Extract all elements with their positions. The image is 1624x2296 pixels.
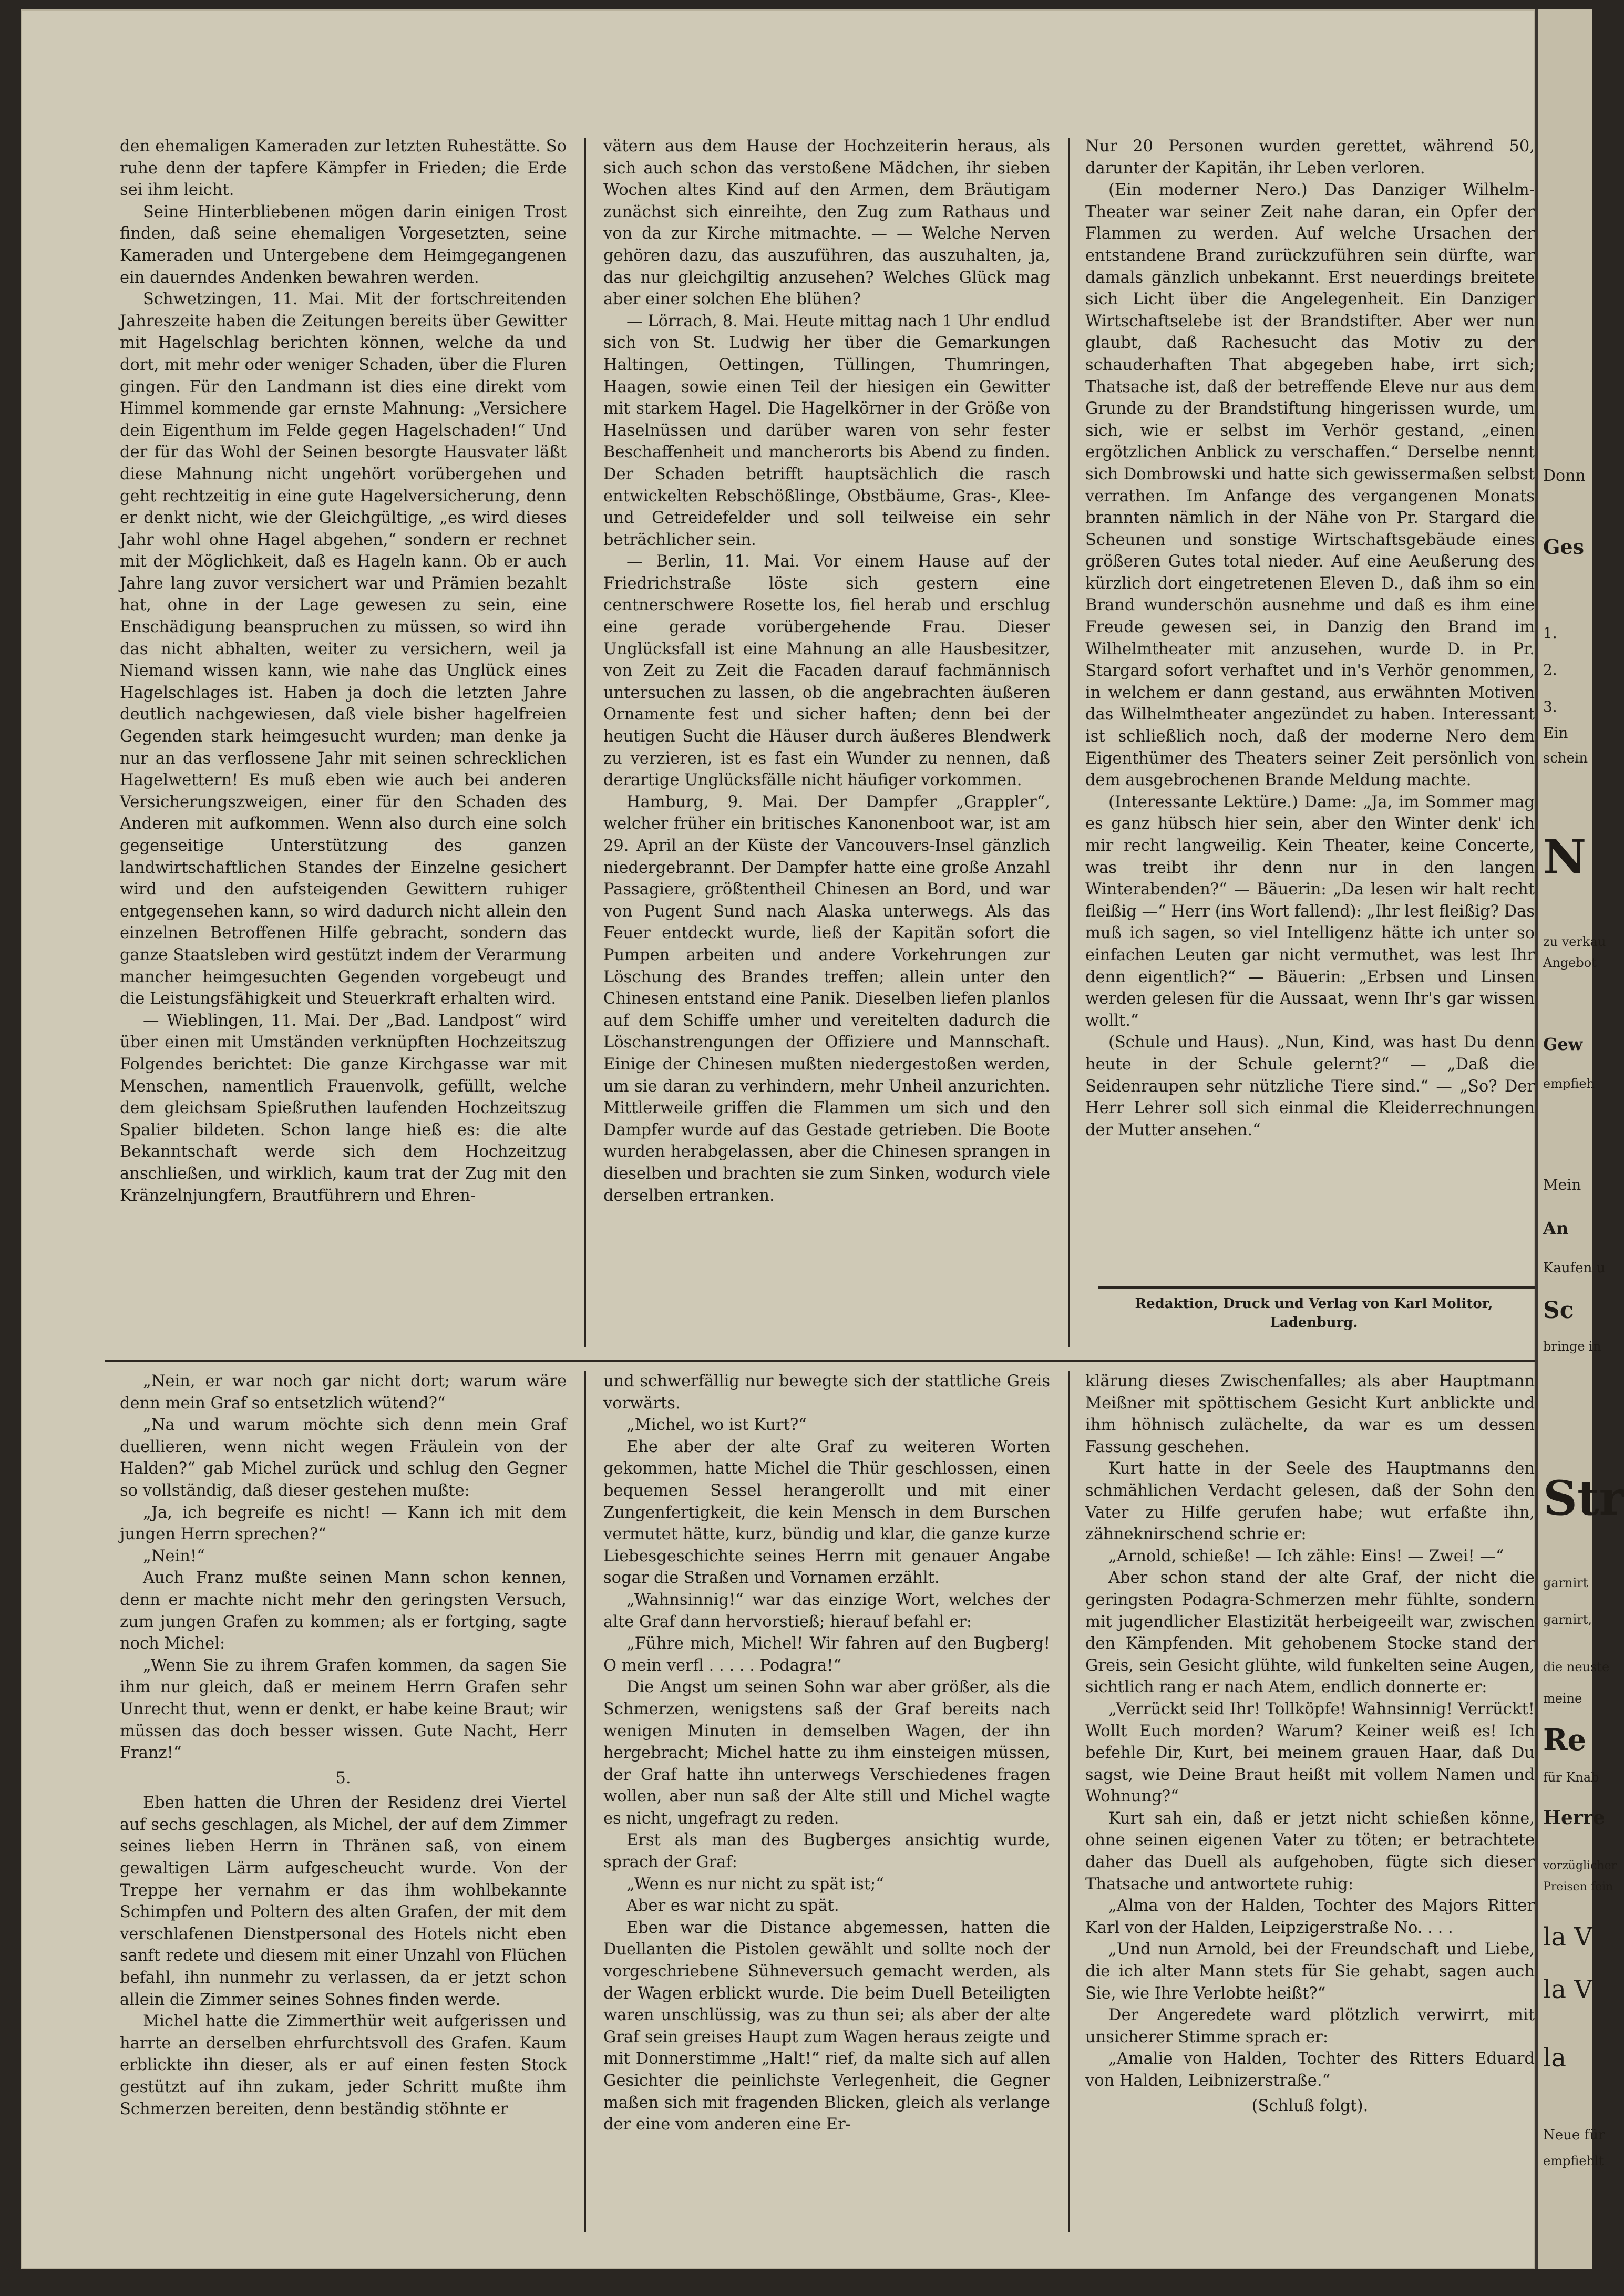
story-paragraph: Eben hatten die Uhren der Residenz drei Viertel auf sechs geschlagen, als Michel, der auf dem Zimmer seines lieben Herrn in Thränen saß, von einem gewaltigen Lärm aufgescheucht wurde. Von der Treppe her vernahm er das ihm wohlbekannte Schimpfen und Poltern des alten Grafen, der mit dem verschlafenen Dienstpersonal des Hotels nicht eben sanft redete und diesem mit einer Unzahl von Flüchen befahl, ihn nunmehr zu verlassen, da er jetzt schon allein die Zimmer seines Sohnes finden werde. xyxy=(120,1794,567,2009)
edge-fragment: An xyxy=(1543,1218,1569,1238)
article-loerrach: — Lörrach, 8. Mai. Heute mittag nach 1 Uhr endlud sich von St. Ludwig her über die Gemarkungen Haltingen, Oettingen, Tüllingen, Thumringen, Haagen, sowie einen Teil der hiesigen ein Gewitter mit starkem Hagel. Die Hagelkörner in der Größe von Haselnüssen und darüber waren von sehr fester Beschaffenheit und mancherorts bis Abend zu finden. Der Schaden betrifft hauptsächlich die rasch entwickelten Rebschößlinge, Obstbäume, Gras-, Klee- und Getreidefelder und soll teilweise ein sehr beträchlicher sein. xyxy=(603,312,1050,549)
story-paragraph: Kurt sah ein, daß er jetzt nicht schießen könne, ohne seinen eigenen Vater zu töten; er betrachtete daher das Duell als aufgehoben, fügte sich dieser Thatsache und antwortete ruhig: xyxy=(1085,1809,1535,1893)
edge-fragment: 3. xyxy=(1543,698,1557,715)
article-interessante-lektuere: (Interessante Lektüre.) Dame: „Ja, im Sommer mag es ganz hübsch hier sein, aber den Winter denk' ich mir recht langweilig. Kein Theater, keine Concerte, was treibt ihr denn nur in den langen Winterabenden?“ — Bäuerin: „Da lesen wir halt recht fleißig —“ Herr (ins Wort fallend): „Ihr lest fleißig? Das muß ich sagen, so viel Intelligenz hätte ich unter so einfachen Leuten gar nicht vermuthet, was lest Ihr denn eigentlich?“ — Bäuerin: „Erbsen und Linsen werden gelesen für die Aussaat, wenn Ihr's gar wissen wollt.“ xyxy=(1085,792,1535,1030)
article-schule-und-haus: (Schule und Haus). „Nun, Kind, was hast Du denn heute in der Schule gelernt?“ — „Daß die Seidenraupen sehr nützliche Tiere sind.“ — „So? Der Herr Lehrer soll sich einmal die Kleiderrechnungen der Mutter ansehen.“ xyxy=(1085,1033,1535,1139)
article-schwetzingen: Schwetzingen, 11. Mai. Mit der fortschreitenden Jahreszeite haben die Zeitungen bereits über Gewitter mit Hagelschlag berichten können, welche da und dort, mit mehr oder weniger Schaden, über die Fluren gingen. Für den Landmann ist dies eine direkt vom Himmel kommende gar ernste Mahnung: „Versichere dein Eigenthum im Felde gegen Hagelschaden!“ Und der für das Wohl der Seinen besorgte Hausvater läßt diese Mahnung nicht ungehört vorübergehen und geht rechtzeitig in eine gute Hagelversicherung, denn er denkt nicht, wie der Gleichgültige, „es wird dieses Jahr wohl ohne Hagel abgehen,“ sondern er rechnet mit der Möglichkeit, daß es Hageln kann. Ob er auch Jahre lang zuvor versichert war und Prämien bezahlt hat, ohne in der Lage gewesen zu sein, eine Enschädigung beanspruchen zu müssen, so wird ihn das nicht abhalten, weiter zu versichern, weil ja Niemand wissen kann, wie nahe das Unglück eines Hagelschlages ist. Haben ja doch die letzten Jahre deutlich nachgewiesen, daß viele bisher hagelfreien Gegenden stark heimgesucht wurden; man denke ja nur an das verflossene Jahr mit seinen schrecklichen Hagelwettern! Es muß eben wie auch bei anderen Versicherungszweigen, einer für den Schaden des Anderen mit aufkommen. Wenn also durch eine solch gegenseitige Unterstützung des ganzen landwirtschaftlichen Standes der Einzelne gesichert wird und den aufsteigenden Gewittern ruhiger entgegensehen kann, so wird dadurch nicht allein den einzelnen Betroffenen Hilfe gebracht, sondern das ganze Staatsleben wird gestützt indem der Verarmung mancher heimgesuchten Gegenden vorgebeugt und die Leistungsfähigkeit und Steuerkraft erhalten wird. xyxy=(120,290,567,1008)
story-paragraph: klärung dieses Zwischenfalles; als aber Hauptmann Meißner mit spöttischem Gesicht Kurt anblickte und ihm höhnisch zulächelte, da war es um dessen Fassung geschehen. xyxy=(1085,1372,1535,1456)
edge-fragment: Kaufen u xyxy=(1543,1260,1606,1276)
story-paragraph: „Na und warum möchte sich denn mein Graf duellieren, wenn nicht wegen Fräulein von der Halden?“ gab Michel zurück und schlug den Gegner so vollständig, daß dieser gestehen mußte: xyxy=(120,1416,567,1500)
edge-fragment: garnirt, xyxy=(1543,1612,1592,1627)
story-paragraph: Michel hatte die Zimmerthür weit aufgerissen und harrte an derselben ehrfurchtsvoll des Grafen. Kaum erblickte ihn dieser, als er auf einen festen Stock gestützt auf ihn zukam, jeder Schritt mußte ihm Schmerzen bereiten, denn beständig stöhnte er xyxy=(120,2012,567,2118)
edge-fragment: empfieh xyxy=(1543,1076,1595,1091)
story-paragraph: und schwerfällig nur bewegte sich der stattliche Greis vorwärts. xyxy=(603,1372,1050,1413)
story-paragraph: „Wenn Sie zu ihrem Grafen kommen, da sagen Sie ihm nur gleich, daß er meinem Herrn Grafen sehr Unrecht thut, wenn er denkt, er habe keine Braut; wir müssen das doch besser wissen. Gute Nacht, Herr Franz!“ xyxy=(120,1656,567,1763)
edge-fragment: 1. xyxy=(1543,624,1557,642)
edge-fragment: die neuste xyxy=(1543,1660,1610,1674)
story-paragraph: „Und nun Arnold, bei der Freundschaft und Liebe, die ich alter Mann stets für Sie gehabt, sagen auch Sie, wie Ihre Verlobte heißt?“ xyxy=(1085,1940,1535,2003)
story-paragraph: „Verrückt seid Ihr! Tollköpfe! Wahnsinnig! Verrückt! Wollt Euch morden? Warum? Keiner weiß es! Ich befehle Dir, Kurt, bei meinem grauen Haar, daß Du sagst, wie Deine Braut heißt mit vollem Namen und Wohnung?“ xyxy=(1085,1700,1535,1806)
article-moderner-nero: (Ein moderner Nero.) Das Danziger Wilhelm-Theater war seiner Zeit nahe daran, ein Opfer der Flammen zu werden. Auf welche Ursachen der entstandene Brand zurückzuführen sein dürfte, war damals gänzlich unbekannt. Erst neuerdings breitete sich Licht über die Angelegenheit. Ein Danziger Wirtschaftselebe ist der Brandstifter. Aber wer nun glaubt, daß Rachesucht das Motiv zu der schauderhaften That abgegeben habe, irrt sich; Thatsache ist, daß der betreffende Eleve nur aus dem Grunde zu der Brandstiftung hingerissen wurde, um sich, wie er selbst im Verhör gestand, „einen ergötzlichen Anblick zu verschaffen.“ Derselbe nennt sich Dombrowski und hatte sich gewissermaßen selbst verrathen. Im Anfange des vergangenen Monats brannten nämlich in der Nähe von Pr. Stargard die Scheunen und sonstige Wirtschaftsgebäude eines größeren Gutes total nieder. Auf eine Aeußerung des kürzlich dort eingetretenen Eleven D., daß ihm so ein Brand wunderschön ausnehme und daß es ihm eine Freude gewesen sei, in Danzig den Brand im Wilhelmtheater mit anzusehen, wurde D. in Pr. Stargard sofort verhaftet und in's Verhör genommen, in welchem er dann gestand, aus erwähnten Motiven das Wilhelmtheater angezündet zu haben. Interessant ist schließlich noch, daß der moderne Nero dem Eigenthümer des Theaters seiner Zeit persönlich von dem ausgebrochenen Brande Meldung machte. xyxy=(1085,181,1535,790)
edge-fragment: la V xyxy=(1543,1922,1592,1952)
story-paragraph: Aber es war nicht zu spät. xyxy=(626,1897,839,1916)
edge-fragment: Donn xyxy=(1543,467,1586,485)
story-paragraph: Der Angeredete ward plötzlich verwirrt, mit unsicherer Stimme sprach er: xyxy=(1085,2006,1535,2046)
story-paragraph: Auch Franz mußte seinen Mann schon kennen, denn er machte nicht mehr den geringsten Versuch, zum jungen Grafen zu kommen; als er fortging, sagte noch Michel: xyxy=(120,1569,567,1653)
upper-column-1 xyxy=(120,136,567,1307)
story-paragraph: „Alma von der Halden, Tochter des Majors Ritter Karl von der Halden, Leipzigerstraße No. . . . xyxy=(1085,1897,1535,1937)
column-rule xyxy=(1068,1371,1070,2232)
edge-fragment: Ges xyxy=(1543,535,1585,559)
section-rule xyxy=(105,1360,1535,1362)
article-wieblingen: — Wieblingen, 11. Mai. Der „Bad. Landpost“ wird über einen mit Umständen verknüpften Hochzeitszug Folgendes berichtet: Die ganze Kirchgasse war mit Menschen, namentlich Frauenvolk, gefüllt, welche dem gleichsam Spießruthen laufenden Hochzeitszug Spalier bildeten. Schon lange hieß es: die alte Bekanntschaft werde sich dem Hochzeitzug anschließen, und wirklich, kaum trat der Zug mit den Kränzelnjungfern, Brautführern und Ehren- xyxy=(120,1011,567,1205)
edge-fragment: Herre xyxy=(1543,1807,1605,1829)
edge-fragment: Neue für xyxy=(1543,2127,1605,2143)
chapter-number: 5. xyxy=(335,1768,351,1787)
newspaper-page xyxy=(21,9,1535,2269)
story-paragraph: „Wahnsinnig!“ war das einzige Wort, welches der alte Graf dann hervorstieß; hierauf befahl er: xyxy=(603,1590,1050,1631)
imprint-line-1: Redaktion, Druck und Verlag von Karl Molitor, xyxy=(1135,1296,1493,1312)
edge-fragment: Str xyxy=(1543,1470,1624,1526)
story-paragraph: „Wenn es nur nicht zu spät ist;“ xyxy=(626,1875,884,1893)
edge-fragment: zu verkau xyxy=(1543,934,1606,949)
edge-fragment: la xyxy=(1543,2043,1566,2073)
article-hamburg: Hamburg, 9. Mai. Der Dampfer „Grappler“, welcher früher ein britisches Kanonenboot war, ist am 29. April an der Küste der Vancouvers-Insel gänzlich niedergebrannt. Der Dampfer hatte eine große Anzahl Passagiere, größtentheil Chinesen an Bord, und war von Pugent Sund nach Alaska unterwegs. Als das Feuer entdeckt wurde, ließ der Kapitän sofort die Pumpen arbeiten und andere Vorkehrungen zur Löschung des Brandes treffen; allein unter den Chinesen entstand eine Panik. Dieselben liefen planlos auf dem Schiffe umher und vereitelten dadurch die Löschanstrengungen der Offiziere und Mannschaft. Einige der Chinesen mußten niedergestoßen werden, um sie daran zu verhindern, mehr Unheil anzurichten. Mittlerweile griffen die Flammen um sich und den Dampfer wurde auf das Gestade getrieben. Die Boote wurden herabgelassen, aber die Chinesen sprangen in dieselben und brachten sie zum Sinken, wodurch viele derselben ertranken. xyxy=(603,792,1050,1205)
edge-fragment: vorzüglicher xyxy=(1543,1859,1617,1872)
story-paragraph: „Führe mich, Michel! Wir fahren auf den Bugberg! O mein verfl . . . . . Podagra!“ xyxy=(603,1634,1050,1675)
lower-column-2 xyxy=(603,1371,1050,2232)
upper-column-3 xyxy=(1085,136,1535,1260)
story-paragraph: „Ja, ich begreife es nicht! — Kann ich mit dem jungen Herrn sprechen?“ xyxy=(120,1503,567,1544)
adjacent-page-edge xyxy=(1535,9,1624,2269)
story-paragraph: Ehe aber der alte Graf zu weiteren Worten gekommen, hatte Michel die Thür geschlossen, einen bequemen Sessel herangerollt und mit einer Zungenfertigkeit, die kein Mensch in dem Burschen vermutet hätte, kurz, bündig und klar, die ganze kurze Liebesgeschichte seines Herrn mit genauer Angabe sogar die Straßen und Vornamen erzählt. xyxy=(603,1437,1050,1588)
story-paragraph: Eben war die Distance abgemessen, hatten die Duellanten die Pistolen gewählt und sollte noch der vorgeschriebene Sühneversuch gemacht werden, als der Wagen erblickt wurde. Die beim Duell Beteiligten waren unschlüssig, was zu thun sei; als aber der alte Graf sein greises Haupt zum Wagen heraus zeigte und mit Donnerstimme „Halt!“ rief, da malte sich auf allen Gesichter die peinlichste Verlegenheit, die Gegner maßen sich mit fragenden Blicken, gleich als verlange der eine vom anderen eine Er- xyxy=(603,1918,1050,2134)
lower-column-1 xyxy=(120,1371,567,2232)
edge-fragment: Ein xyxy=(1543,724,1568,742)
edge-fragment: Mein xyxy=(1543,1176,1581,1193)
story-paragraph: „Arnold, schieße! — Ich zähle: Eins! — Zwei! —“ xyxy=(1108,1547,1504,1566)
paragraph: vätern aus dem Hause der Hochzeiterin heraus, als sich auch schon das verstoßene Mädchen, ihr sieben Wochen altes Kind auf den Armen, dem Bräutigam zunächst sich einreihte, den Zug zum Rathaus und von da zur Kirche mitmachte. — — Welche Nerven gehören dazu, das auszuführen, das auszuhalten, ja, das nur gleichgiltig anzusehen? Welches Glück mag aber einer solchen Ehe blühen? xyxy=(603,137,1050,309)
edge-fragment: Preisen fein xyxy=(1543,1880,1613,1893)
paragraph: Seine Hinterbliebenen mögen darin einigen Trost finden, daß seine ehemaligen Vorgesetzten, seine Kameraden und Untergebene dem Heimgegangenen ein dauerndes Andenken bewahren werden. xyxy=(120,202,567,287)
edge-fragment: Angebot xyxy=(1543,955,1597,970)
edge-fragment: Gew xyxy=(1543,1034,1583,1054)
edge-fragment: Re xyxy=(1543,1723,1587,1757)
story-paragraph: Die Angst um seinen Sohn war aber größer, als die Schmerzen, wenigstens saß der Graf bereits nach wenigen Minuten in demselben Wagen, der ihn hergebracht; Michel hatte zu ihm einsteigen müssen, der Graf hatte ihn unterwegs Verschiedenes fragen wollen, aber nun saß der Alte still und Michel wagte es nicht, ungefragt zu reden. xyxy=(603,1678,1050,1828)
story-paragraph: Erst als man des Bugberges ansichtig wurde, sprach der Graf: xyxy=(603,1831,1050,1872)
column-rule xyxy=(1068,138,1070,1347)
story-paragraph: „Michel, wo ist Kurt?“ xyxy=(626,1416,807,1435)
paragraph: Nur 20 Personen wurden gerettet, während 50, darunter der Kapitän, ihr Leben verloren. xyxy=(1085,137,1535,178)
edge-fragment: empfiehlt xyxy=(1543,2154,1604,2168)
paragraph: den ehemaligen Kameraden zur letzten Ruhestätte. So ruhe denn der tapfere Kämpfer in Frieden; die Erde sei ihm leicht. xyxy=(120,137,567,200)
column-rule xyxy=(584,1371,586,2232)
edge-fragment: la V xyxy=(1543,1975,1592,2004)
story-paragraph: „Amalie von Halden, Tochter des Ritters Eduard von Halden, Leibnizerstraße.“ xyxy=(1085,2050,1535,2090)
edge-fragment: schein xyxy=(1543,750,1588,766)
to-be-continued: (Schluß folgt). xyxy=(1251,2096,1369,2115)
column-rule xyxy=(584,138,586,1347)
story-paragraph: Aber schon stand der alte Graf, der nicht die geringsten Podagra-Schmerzen mehr fühlte, sondern mit jugendlicher Elastizität herbeigeeilt war, zwischen den Kämpfenden. Mit gehobenem Stocke stand der Greis, sein Gesicht glühte, wild funkelten seine Augen, sichtlich rang er nach Atem, endlich donnerte er: xyxy=(1085,1569,1535,1697)
edge-fragment: Sc xyxy=(1543,1297,1574,1324)
edge-fragment: für Knab xyxy=(1543,1770,1599,1785)
edge-fragment: garnirt xyxy=(1543,1576,1588,1590)
imprint-line-2: Ladenburg. xyxy=(1270,1315,1358,1331)
imprint xyxy=(1093,1294,1535,1332)
article-berlin: — Berlin, 11. Mai. Vor einem Hause auf der Friedrichstraße löste sich gestern eine centnerschwere Rosette los, fiel herab und erschlug eine gerade vorübergehende Frau. Dieser Unglücksfall ist eine Mahnung an alle Hausbesitzer, von Zeit zu Zeit die Facaden darauf fachmännisch untersuchen zu lassen, ob die angebrachten äußeren Ornamente fest und sicher haften; denn bei der heutigen Sucht die Häuser durch äußeres Blendwerk zu verzieren, ist es fast ein Wunder zu nennen, daß derartige Unglücksfälle nicht häufiger vorkommen. xyxy=(603,552,1050,790)
upper-column-2 xyxy=(603,136,1050,1339)
lower-column-3 xyxy=(1085,1371,1535,2232)
story-paragraph: „Nein, er war noch gar nicht dort; warum wäre denn mein Graf so entsetzlich wütend?“ xyxy=(120,1372,567,1413)
edge-fragment: bringe in xyxy=(1543,1339,1601,1354)
edge-fragment: meine xyxy=(1543,1691,1582,1706)
edge-fragment: 2. xyxy=(1543,661,1557,678)
imprint-rule xyxy=(1098,1286,1535,1289)
story-paragraph: „Nein!“ xyxy=(143,1547,205,1566)
story-paragraph: Kurt hatte in der Seele des Hauptmanns den schmählichen Verdacht gelesen, daß der Sohn den Vater zu Hilfe gerufen habe; wut erfaßte ihn, zähneknirschend schrie er: xyxy=(1085,1459,1535,1544)
edge-fragment: N xyxy=(1543,829,1587,885)
